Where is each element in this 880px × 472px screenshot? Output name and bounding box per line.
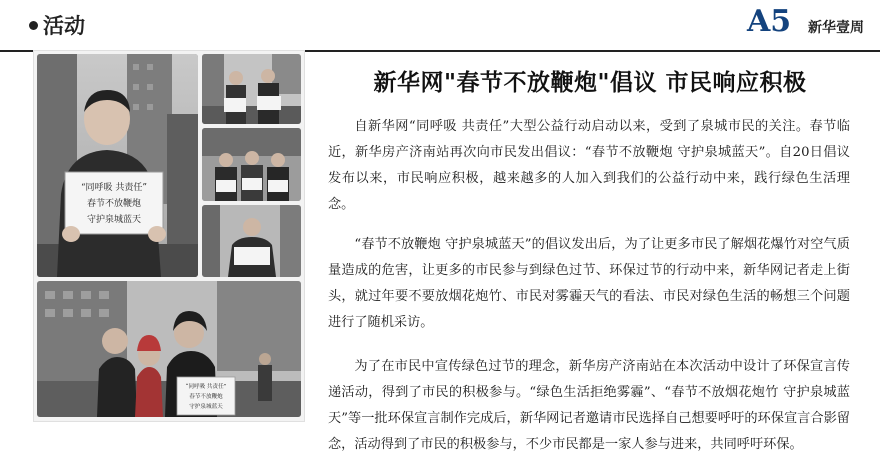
article-paragraph: 为了在市民中宣传绿色过节的理念，新华房产济南站在本次活动中设计了环保宣言传递活动，得到了市民的积极参与。“绿色生活拒绝雾霾”、“春节不放烟花炮竹 守护泉城蓝天”等一批环保宣言制作完成后，新华网记者邀请市民选择自己想要呼吁的环保宣言合影留念，活动得到了市民的积极参与，不少市民都是一家人参与进来，共同呼吁环保。 xyxy=(328,359,850,452)
photo-man-with-sign xyxy=(202,205,301,277)
page-code: A5 xyxy=(747,4,792,39)
family-sign-line-3: 守护泉城蓝天 xyxy=(189,404,223,410)
article-paragraph: “春节不放鞭炮 守护泉城蓝天”的倡议发出后，为了让更多市民了解烟花爆竹对空气质量造成的危害，让更多的市民参与到绿色过节、环保过节的行动中来，新华网记者走上街头，就过年要不要放烟花炮竹、市民对雾霾天气的看法、市民对绿色生活的畅想三个问题进行了随机采访。 xyxy=(328,237,850,330)
sign-line-3: 守护泉城蓝天 xyxy=(86,215,142,225)
family-sign-line-2: 春节不放鞭炮 xyxy=(189,394,223,400)
photo-boy-with-sign xyxy=(37,54,198,277)
photo-group-signs xyxy=(202,128,301,201)
article-paragraph: 自新华网“同呼吸 共责任”大型公益行动启动以来，受到了泉城市民的关注。春节临近，新华房产济南站再次向市民发出倡议：“春节不放鞭炮 守护泉城蓝天”。自20日倡议发布以来，市民响应积极，越来越多的人加入到我们的公益行动中来，践行绿色生活理念。 xyxy=(328,119,850,212)
photo-collage xyxy=(33,50,305,422)
section-title: 活动 xyxy=(43,13,85,38)
family-sign-line-1: “同呼吸 共责任” xyxy=(185,384,227,390)
page-header xyxy=(0,0,880,52)
photo-couple-signs xyxy=(202,54,301,124)
photo-family-with-sign xyxy=(37,281,301,417)
publication-name: 新华壹周 xyxy=(808,20,864,36)
sign-line-2: 春节不放鞭炮 xyxy=(86,199,142,209)
article-body xyxy=(328,114,850,472)
article-headline: 新华网"春节不放鞭炮"倡议 市民响应积极 xyxy=(373,69,807,96)
section-bullet-icon xyxy=(29,21,38,30)
sign-line-1: “同呼吸 共责任” xyxy=(80,183,148,193)
